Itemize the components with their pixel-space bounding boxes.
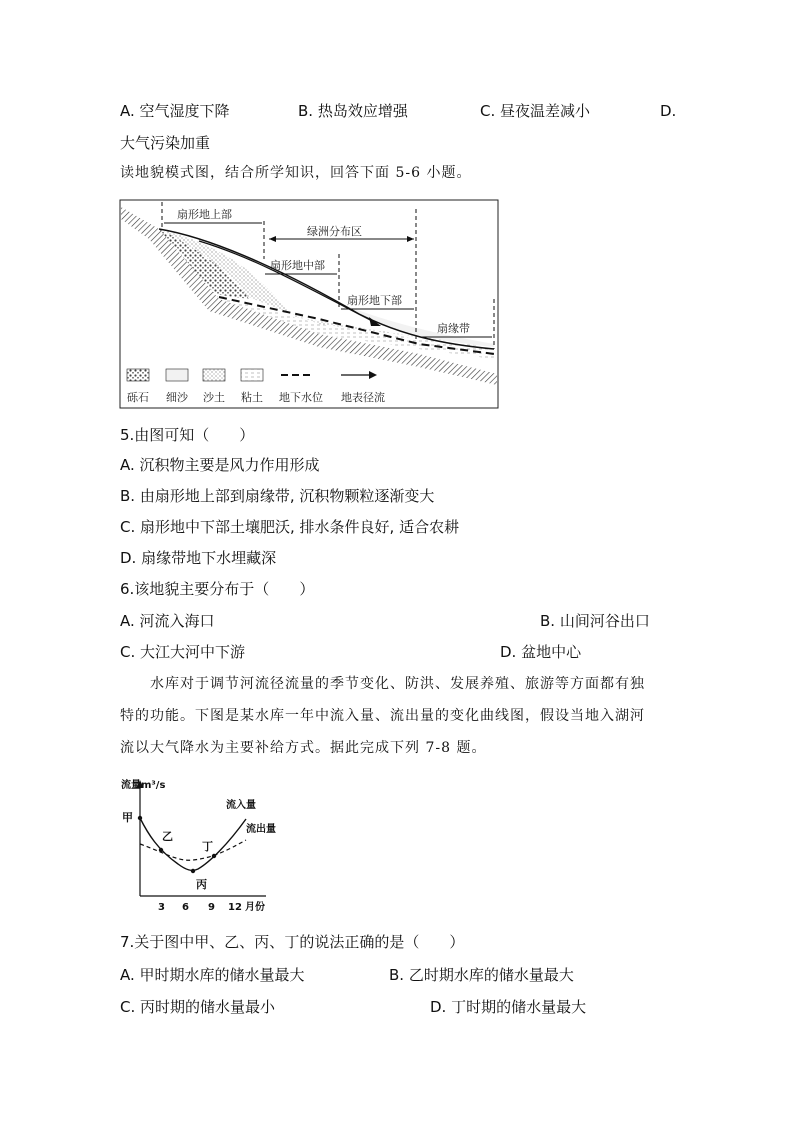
label-yi: 乙 [162,830,173,843]
q7-option-c: C. 丙时期的储水量最小 [120,998,276,1016]
label-bing: 丙 [196,878,207,891]
q4-option-d-text: 大气污染加重 [120,134,211,152]
q7-option-d: D. 丁时期的储水量最大 [430,998,587,1016]
label-fan-middle: 扇形地中部 [270,259,325,272]
q6-option-a: A. 河流入海口 [120,612,215,630]
legend-gravel: 砾石 [127,391,149,404]
alluvial-fan-diagram [119,199,499,409]
q4-option-b: B. 热岛效应增强 [298,102,408,120]
q6-stem: 6.该地貌主要分布于（ ） [120,580,315,598]
intro-7-8-line-1: 水库对于调节河流径流量的季节变化、防洪、发展养殖、旅游等方面都有独 [150,676,645,692]
legend-surface-runoff: 地表径流 [341,391,385,404]
legend-clay: 粘土 [241,391,263,404]
label-outflow: 流出量 [246,824,276,835]
q4-option-d-label: D. [660,102,677,120]
point-bing [191,869,195,873]
q7-option-b: B. 乙时期水库的储水量最大 [389,966,574,984]
intro-5-6: 读地貌模式图，结合所学知识，回答下面 5-6 小题。 [120,165,472,181]
point-jia [138,816,142,820]
q4-option-c: C. 昼夜温差减小 [480,102,591,120]
reservoir-flow-chart [118,774,298,914]
legend-fine-sand: 细沙 [166,391,188,404]
label-fan-edge: 扇缘带 [437,322,470,335]
label-fan-lower: 扇形地下部 [347,294,402,307]
chart-ylabel: 流量m³/s [121,780,166,791]
q4-option-a: A. 空气湿度下降 [120,102,230,120]
legend-sandy-soil: 沙土 [203,391,225,404]
q5-option-a: A. 沉积物主要是风力作用形成 [120,456,320,474]
q7-option-a: A. 甲时期水库的储水量最大 [120,966,305,984]
q5-option-c: C. 扇形地中下部土壤肥沃, 排水条件良好, 适合农耕 [120,518,460,536]
x-tick-6: 6 [182,902,189,913]
q6-option-d: D. 盆地中心 [500,643,582,661]
legend-groundwater: 地下水位 [279,391,323,404]
label-inflow: 流入量 [226,800,256,811]
label-oasis: 绿洲分布区 [307,225,362,238]
point-ding [212,854,216,858]
q5-option-d: D. 扇缘带地下水埋藏深 [120,549,277,567]
q5-stem: 5.由图可知（ ） [120,426,255,444]
x-tick-12: 12 [228,902,242,913]
inflow-curve [140,818,246,870]
x-tick-9: 9 [208,902,215,913]
intro-7-8-line-3: 流以大气降水为主要补给方式。据此完成下列 7-8 题。 [120,740,487,756]
q6-option-c: C. 大江大河中下游 [120,643,246,661]
q7-stem: 7.关于图中甲、乙、丙、丁的说法正确的是（ ） [120,933,465,951]
point-yi [159,848,163,852]
q6-option-b: B. 山间河谷出口 [540,612,650,630]
label-ding: 丁 [202,840,213,853]
label-fan-upper: 扇形地上部 [177,208,232,221]
q5-option-b: B. 由扇形地上部到扇缘带, 沉积物颗粒逐渐变大 [120,487,435,505]
intro-7-8-line-2: 特的功能。下图是某水库一年中流入量、流出量的变化曲线图，假设当地入湖河 [120,708,645,724]
label-jia: 甲 [122,811,133,824]
x-tick-3: 3 [158,902,165,913]
chart-xlabel: 月份 [245,902,265,913]
